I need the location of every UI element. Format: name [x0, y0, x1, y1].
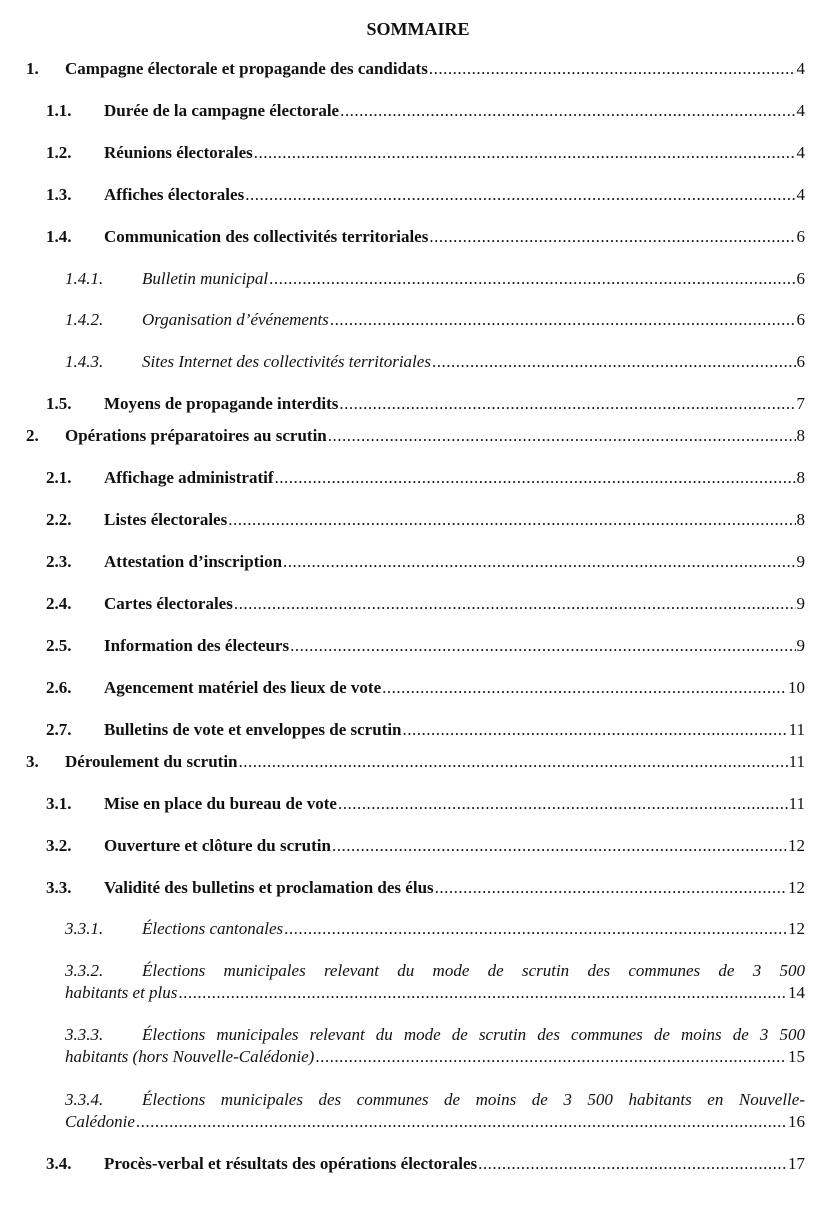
toc-leader [432, 351, 796, 373]
toc-title: Réunions électorales [104, 143, 253, 162]
toc-title: Organisation d’événements [142, 310, 329, 329]
toc-leader [284, 918, 787, 940]
toc-number: 1.3. [46, 185, 72, 204]
toc-leader [290, 635, 795, 657]
toc-title: Campagne électorale et propagande des candidats [65, 59, 428, 78]
toc-page: 6 [796, 310, 805, 329]
toc-number: 3.3.2. [65, 961, 104, 980]
toc-entry[interactable] [46, 100, 805, 122]
toc-entry[interactable] [65, 1089, 805, 1133]
toc-page: 16 [788, 1112, 805, 1131]
toc-number: 2. [26, 426, 39, 445]
toc-leader [332, 835, 787, 857]
toc-number: 3.4. [46, 1154, 72, 1173]
toc-number: 2.1. [46, 468, 72, 487]
toc-number: 1.4.2. [65, 310, 104, 329]
toc-number: 2.2. [46, 510, 72, 529]
toc-page: 9 [796, 594, 805, 613]
toc-title: Agencement matériel des lieux de vote [104, 678, 382, 697]
toc-page: 11 [788, 720, 805, 739]
toc-number: 2.6. [46, 678, 72, 697]
toc-page: 11 [788, 794, 805, 813]
toc-leader [478, 1153, 787, 1175]
toc-entry[interactable] [46, 877, 805, 899]
toc-leader [340, 100, 795, 122]
toc-entry[interactable] [26, 58, 805, 80]
toc-number: 3.3.3. [65, 1025, 104, 1044]
toc-title-continued: habitants et plus [65, 983, 178, 1002]
toc-page: 17 [788, 1154, 805, 1173]
toc-number: 1.1. [46, 101, 72, 120]
toc-leader [338, 793, 788, 815]
toc-page: 12 [788, 836, 805, 855]
toc-title: Déroulement du scrutin [65, 752, 238, 771]
toc-entry[interactable] [46, 1153, 805, 1175]
toc-title: Cartes électorales [104, 594, 233, 613]
toc-leader [330, 309, 796, 331]
toc-entry[interactable] [46, 719, 805, 741]
toc-leader [245, 184, 795, 206]
toc-page: 4 [796, 59, 805, 78]
toc-leader [275, 467, 796, 489]
toc-page: 12 [788, 919, 805, 938]
toc-entry[interactable] [65, 351, 805, 373]
toc-number: 1.2. [46, 143, 72, 162]
toc-title: Bulletin municipal [142, 269, 269, 288]
toc-entry[interactable] [46, 551, 805, 573]
toc-title: Mise en place du bureau de vote [104, 794, 337, 813]
toc-page: 10 [788, 678, 805, 697]
toc-page: 6 [796, 269, 805, 288]
toc-entry[interactable] [26, 751, 805, 773]
toc-number: 3.3.4. [65, 1090, 104, 1109]
toc-entry[interactable] [65, 309, 805, 331]
toc-page: 15 [788, 1047, 805, 1066]
toc-entry[interactable] [65, 960, 805, 1004]
toc-page: 14 [788, 983, 805, 1002]
toc-page: 9 [796, 552, 805, 571]
toc-title: Validité des bulletins et proclamation des élus [104, 878, 434, 897]
toc-title-continued: habitants (hors Nouvelle-Calédonie) [65, 1047, 315, 1066]
toc-leader [315, 1046, 787, 1068]
toc-leader [239, 751, 788, 773]
toc-entry[interactable] [46, 835, 805, 857]
toc-entry[interactable] [46, 677, 805, 699]
toc-leader [178, 982, 787, 1004]
toc-page: 7 [796, 394, 805, 413]
toc-title: Communication des collectivités territoriales [104, 227, 429, 246]
toc-title: Élections municipales des communes de moins de 3 500 habitants en Nouvelle- [142, 1090, 805, 1109]
toc-leader [339, 393, 795, 415]
toc-number: 2.4. [46, 594, 72, 613]
toc-title: Sites Internet des collectivités territoriales [142, 352, 431, 371]
toc-title: Moyens de propagande interdits [104, 394, 339, 413]
toc-entry[interactable] [46, 793, 805, 815]
toc-leader [234, 593, 796, 615]
toc-entry[interactable] [65, 1024, 805, 1068]
toc-title: Élections cantonales [142, 919, 284, 938]
toc-title: Ouverture et clôture du scrutin [104, 836, 331, 855]
toc-leader [269, 268, 795, 290]
toc-title: Opérations préparatoires au scrutin [65, 426, 327, 445]
toc-number: 1. [26, 59, 39, 78]
toc-title-continued: Calédonie [65, 1112, 135, 1131]
toc-page: 8 [796, 510, 805, 529]
toc-leader [382, 677, 787, 699]
toc-number: 3. [26, 752, 39, 771]
toc-entry[interactable] [26, 425, 805, 447]
page-title: SOMMAIRE [366, 19, 470, 39]
toc-entry[interactable] [46, 184, 805, 206]
toc-number: 2.5. [46, 636, 72, 655]
toc-leader [429, 226, 795, 248]
toc-page: 4 [796, 101, 805, 120]
toc-number: 3.2. [46, 836, 72, 855]
toc-title: Listes électorales [104, 510, 228, 529]
toc-page: 8 [796, 468, 805, 487]
toc-entry[interactable] [46, 593, 805, 615]
toc-leader [435, 877, 787, 899]
toc-leader [403, 719, 788, 741]
toc-leader [283, 551, 795, 573]
toc-leader [136, 1111, 787, 1133]
toc-number: 1.5. [46, 394, 72, 413]
toc-title: Affiches électorales [104, 185, 245, 204]
toc-title: Attestation d’inscription [104, 552, 283, 571]
toc-page: 4 [796, 143, 805, 162]
toc-title: Élections municipales relevant du mode de scrutin des communes de 3 500 [142, 961, 805, 980]
toc-entry[interactable] [65, 268, 805, 290]
toc-entry[interactable] [65, 918, 805, 940]
toc-page: 8 [796, 426, 805, 445]
toc-leader [254, 142, 796, 164]
toc-page: 9 [796, 636, 805, 655]
toc-entry[interactable] [46, 509, 805, 531]
toc-page: 6 [796, 352, 805, 371]
toc-title: Durée de la campagne électorale [104, 101, 340, 120]
toc-title: Information des électeurs [104, 636, 290, 655]
toc-entry[interactable] [46, 635, 805, 657]
toc-entry[interactable] [46, 393, 805, 415]
toc-number: 3.3.1. [65, 919, 104, 938]
toc-page: 11 [788, 752, 805, 771]
toc-number: 2.7. [46, 720, 72, 739]
toc-page: 12 [788, 878, 805, 897]
toc-title: Affichage administratif [104, 468, 274, 487]
toc-page: 4 [796, 185, 805, 204]
toc-number: 1.4. [46, 227, 72, 246]
toc-entry[interactable] [46, 142, 805, 164]
toc-page: 6 [796, 227, 805, 246]
toc-title: Procès-verbal et résultats des opérations électorales [104, 1154, 478, 1173]
toc-title: Élections municipales relevant du mode de scrutin des communes de moins de 3 500 [142, 1025, 805, 1044]
toc-number: 1.4.1. [65, 269, 104, 288]
toc-leader [328, 425, 796, 447]
toc-number: 3.3. [46, 878, 72, 897]
toc-leader [228, 509, 795, 531]
toc-number: 3.1. [46, 794, 72, 813]
toc-number: 1.4.3. [65, 352, 104, 371]
toc-entry[interactable] [46, 226, 805, 248]
toc-entry[interactable] [46, 467, 805, 489]
toc-leader [429, 58, 796, 80]
toc-title: Bulletins de vote et enveloppes de scrutin [104, 720, 402, 739]
toc-number: 2.3. [46, 552, 72, 571]
